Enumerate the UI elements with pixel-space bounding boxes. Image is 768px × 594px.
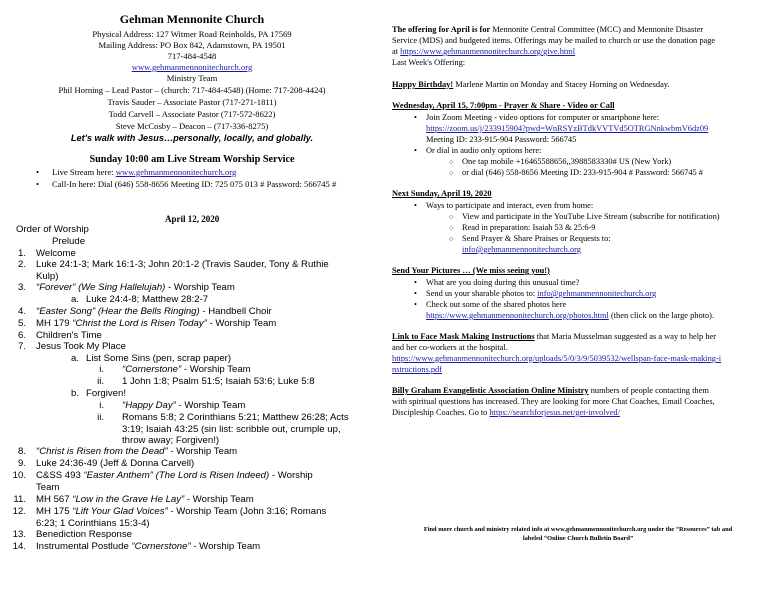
service-title: Sunday 10:00 am Live Stream Worship Service <box>89 154 295 165</box>
billy-line-1: Billy Graham Evangelistic Association Online Ministry numbers of people contacting them <box>392 386 709 395</box>
list-item: Luke 24:1-3; Mark 16:1-3; John 20:1-2 (Travis Sauder, Tony & Ruthie <box>36 259 329 270</box>
list-item: “Forever” (We Sing Hallelujah) - Worship Team <box>36 282 235 293</box>
dial-option-1: ○ One tap mobile +16465588656,,3988583330# US (New York) <box>462 157 671 168</box>
masks-line-1: Link to Face Mask Making Instructions that Maria Musselman suggested as a way to help her <box>392 332 717 341</box>
live-stream-line: • Live Stream here: www.gehmanmennonitechurch.org <box>36 167 237 177</box>
list-item: “Cornerstone” - Worship Team <box>122 364 251 375</box>
mask-instructions-link-cont[interactable]: nstructions.pdf <box>392 365 443 374</box>
right-column <box>392 0 768 594</box>
give-link[interactable]: https://www.gehmanmennonitechurch.org/give.html <box>400 47 576 56</box>
list-item: “Happy Day” - Worship Team <box>122 400 246 411</box>
list-item: Jesus Took My Place <box>36 341 126 352</box>
list-item: MH 175 “Lift Your Glad Voices” - Worship Team (John 3:16; Romans <box>36 506 327 517</box>
team-member: Todd Carvell – Associate Pastor (717-572-8622) <box>108 109 276 119</box>
list-item: Romans 5:8; 2 Corinthians 5:21; Matthew 26:28; Acts <box>122 412 349 423</box>
list-item-number: 14. <box>12 541 26 552</box>
next-sunday-title: Next Sunday, April 19, 2020 <box>392 189 492 198</box>
list-item-number: 8. <box>17 446 26 457</box>
list-item: Welcome <box>36 248 76 259</box>
list-item: C&SS 493 “Easter Anthem” (The Lord is Risen Indeed) - Worship <box>36 470 313 481</box>
list-item-continuation: Kulp) <box>36 270 59 282</box>
last-week-offering: Last Week's Offering: <box>392 58 466 67</box>
list-item-number: 13. <box>12 529 26 540</box>
church-phone: 717-484-4548 <box>167 51 217 61</box>
search-for-jesus-link[interactable]: https://searchforjesus.net/get-involved/ <box>489 408 620 417</box>
list-item: Benediction Response <box>36 529 133 540</box>
mask-instructions-link[interactable]: https://www.gehmanmennonitechurch.org/uploads/5/0/3/9/5039532/wellspan-face-mask-making-i <box>392 354 722 363</box>
photos-email-link[interactable]: info@gehmanmennonitechurch.org <box>537 289 657 298</box>
list-item: Luke 24:4-8; Matthew 28:2-7 <box>86 294 209 305</box>
list-item-number: a. <box>70 294 79 305</box>
list-item: MH 179 “Christ the Lord is Risen Today” - Worship Team <box>36 318 277 329</box>
bullet-icon: • <box>36 167 40 177</box>
billy-line-3: Discipleship Coaches. Go to https://searchforjesus.net/get-involved/ <box>392 408 620 417</box>
way-item: ○ Read in preparation: Isaiah 53 & 25:6-9 <box>462 223 596 234</box>
church-name: Gehman Mennonite Church <box>119 12 265 26</box>
offering-line-1: The offering for April is for Mennonite Central Committee (MCC) and Mennonite Disaster <box>392 25 704 34</box>
motto: Let's walk with Jesus…personally, locally, and globally. <box>70 133 314 143</box>
list-item: Luke 24:36-49 (Jeff & Donna Carvell) <box>36 458 195 469</box>
list-item-number: i. <box>99 364 104 375</box>
list-item-number: 3. <box>17 282 26 293</box>
way-item: ○ Send Prayer & Share Praises or Requests to: <box>462 234 611 245</box>
list-item-number: b. <box>70 388 79 399</box>
list-item: Children's Time <box>36 330 102 341</box>
dial-option-2: ○ or dial (646) 558-8656 Meeting ID: 233-915-904 # Password: 566745 # <box>462 168 703 179</box>
list-item-number: 2. <box>17 259 26 270</box>
birthday-line: Happy Birthday! Marlene Martin on Monday and Stacey Horning on Wednesday. <box>392 80 670 89</box>
footer-line-1: Find more church and ministry related info at www.gehmanmennonitechurch.org under the “Resources” tab and <box>423 526 733 533</box>
list-item-number: 12. <box>12 506 26 517</box>
list-item-number: 10. <box>12 470 26 481</box>
photos-link[interactable]: https://www.gehmanmennonitechurch.org/photos.html <box>426 311 609 320</box>
bulletin-date: April 12, 2020 <box>165 214 220 224</box>
photos-line: https://www.gehmanmennonitechurch.org/photos.html (then click on the large photo). <box>426 311 715 320</box>
list-item-continuation: 6:23; 1 Corinthians 15:3-4) <box>36 517 150 529</box>
footer-line-2: labeled “Online Church Bulletin Board” <box>522 535 634 542</box>
pictures-item: • Check out some of the shared photos here <box>426 300 566 311</box>
pictures-item: • What are you doing during this unusual time? <box>426 278 579 289</box>
zoom-link[interactable]: https://zoom.us/j/233915904?pwd=WnRSYzBTdkVVTVd5OTRGNnkwbmV6dz09 <box>426 124 709 133</box>
list-item: Instrumental Postlude “Cornerstone” - Worship Team <box>36 541 261 552</box>
masks-line-2: and her co-workers at the hospital. <box>392 343 508 352</box>
list-item-number: 6. <box>17 330 26 341</box>
list-item-number: 9. <box>17 458 26 469</box>
ways-line: • Ways to participate and interact, even from home: <box>426 201 593 212</box>
zoom-meeting-id: Meeting ID: 233-915-904 Password: 566745 <box>426 135 577 144</box>
info-email-link[interactable]: info@gehmanmennonitechurch.org <box>462 245 581 254</box>
prelude: Prelude <box>52 236 86 247</box>
list-item-continuation: 3:19; Isaiah 43:25 (sin list: scribble out, crumple up, <box>122 423 341 435</box>
list-item-number: ii. <box>97 376 104 387</box>
list-item-continuation: throw away; Forgiven!) <box>122 435 220 447</box>
website-link[interactable]: www.gehmanmennonitechurch.org <box>131 62 253 72</box>
list-item-number: a. <box>70 353 79 364</box>
list-item: 1 John 1:8; Psalm 51:5; Isaiah 53:6; Luke 5:8 <box>122 376 315 387</box>
list-item-number: ii. <box>97 412 104 423</box>
billy-line-2: with spiritual questions has increased. They are looking for more Chat Coaches, Email Coaches, <box>392 397 715 406</box>
list-item: Forgiven! <box>86 388 126 399</box>
mailing-address: Mailing Address: PO Box 842, Adamstown, PA 19501 <box>98 40 286 50</box>
list-item-number: 5. <box>17 318 26 329</box>
list-item: “Christ is Risen from the Dead” - Worship Team <box>36 446 238 457</box>
call-in-line: • Call-In here: Dial (646) 558-8656 Meeting ID: 725 075 013 # Password: 566745 # <box>36 179 337 189</box>
ministry-team-title: Ministry Team <box>166 73 218 83</box>
bullet-icon: • <box>36 179 40 189</box>
team-member: Steve McCosby – Deacon – (717-336-8275) <box>115 121 269 131</box>
pictures-item: • Send us your sharable photos to: info@gehmanmennonitechurch.org <box>426 289 656 300</box>
dial-title: • Or dial in audio only options here: <box>426 146 541 157</box>
physical-address: Physical Address: 127 Witmer Road Reinholds, PA 17569 <box>92 29 292 39</box>
order-of-worship-title: Order of Worship <box>16 224 89 235</box>
list-item: MH 567 “Low in the Grave He Lay” - Worship Team <box>36 494 254 505</box>
team-member: Phil Horning – Lead Pastor – (church: 717-484-4548) (Home: 717-208-4424) <box>58 85 326 95</box>
offering-line-3: at https://www.gehmanmennonitechurch.org/give.html <box>392 47 576 56</box>
list-item-number: 7. <box>17 341 26 352</box>
list-item-number: i. <box>99 400 104 411</box>
live-stream-link[interactable]: www.gehmanmennonitechurch.org <box>115 167 237 177</box>
list-item-number: 4. <box>17 306 26 317</box>
list-item: “Easter Song” (Hear the Bells Ringing) - Handbell Choir <box>36 306 272 317</box>
wednesday-title: Wednesday, April 15, 7:00pm - Prayer & Share - Video or Call <box>392 101 615 110</box>
offering-line-2: Service (MDS) and budgeted items. Offerings may be mailed to church or use the donation page <box>392 36 716 45</box>
pictures-title: Send Your Pictures … (We miss seeing you!) <box>392 266 550 275</box>
way-item: ○ View and participate in the YouTube Live Stream (subscribe for notification) <box>462 212 720 223</box>
list-item-number: 1. <box>17 248 26 259</box>
list-item-continuation: Team <box>36 481 60 493</box>
team-member: Travis Sauder – Associate Pastor (717-271-1811) <box>107 97 277 107</box>
list-item-number: 11. <box>13 494 26 505</box>
list-item: List Some Sins (pen, scrap paper) <box>86 353 232 364</box>
zoom-line: • Join Zoom Meeting - video options for computer or smartphone here: <box>426 113 659 124</box>
